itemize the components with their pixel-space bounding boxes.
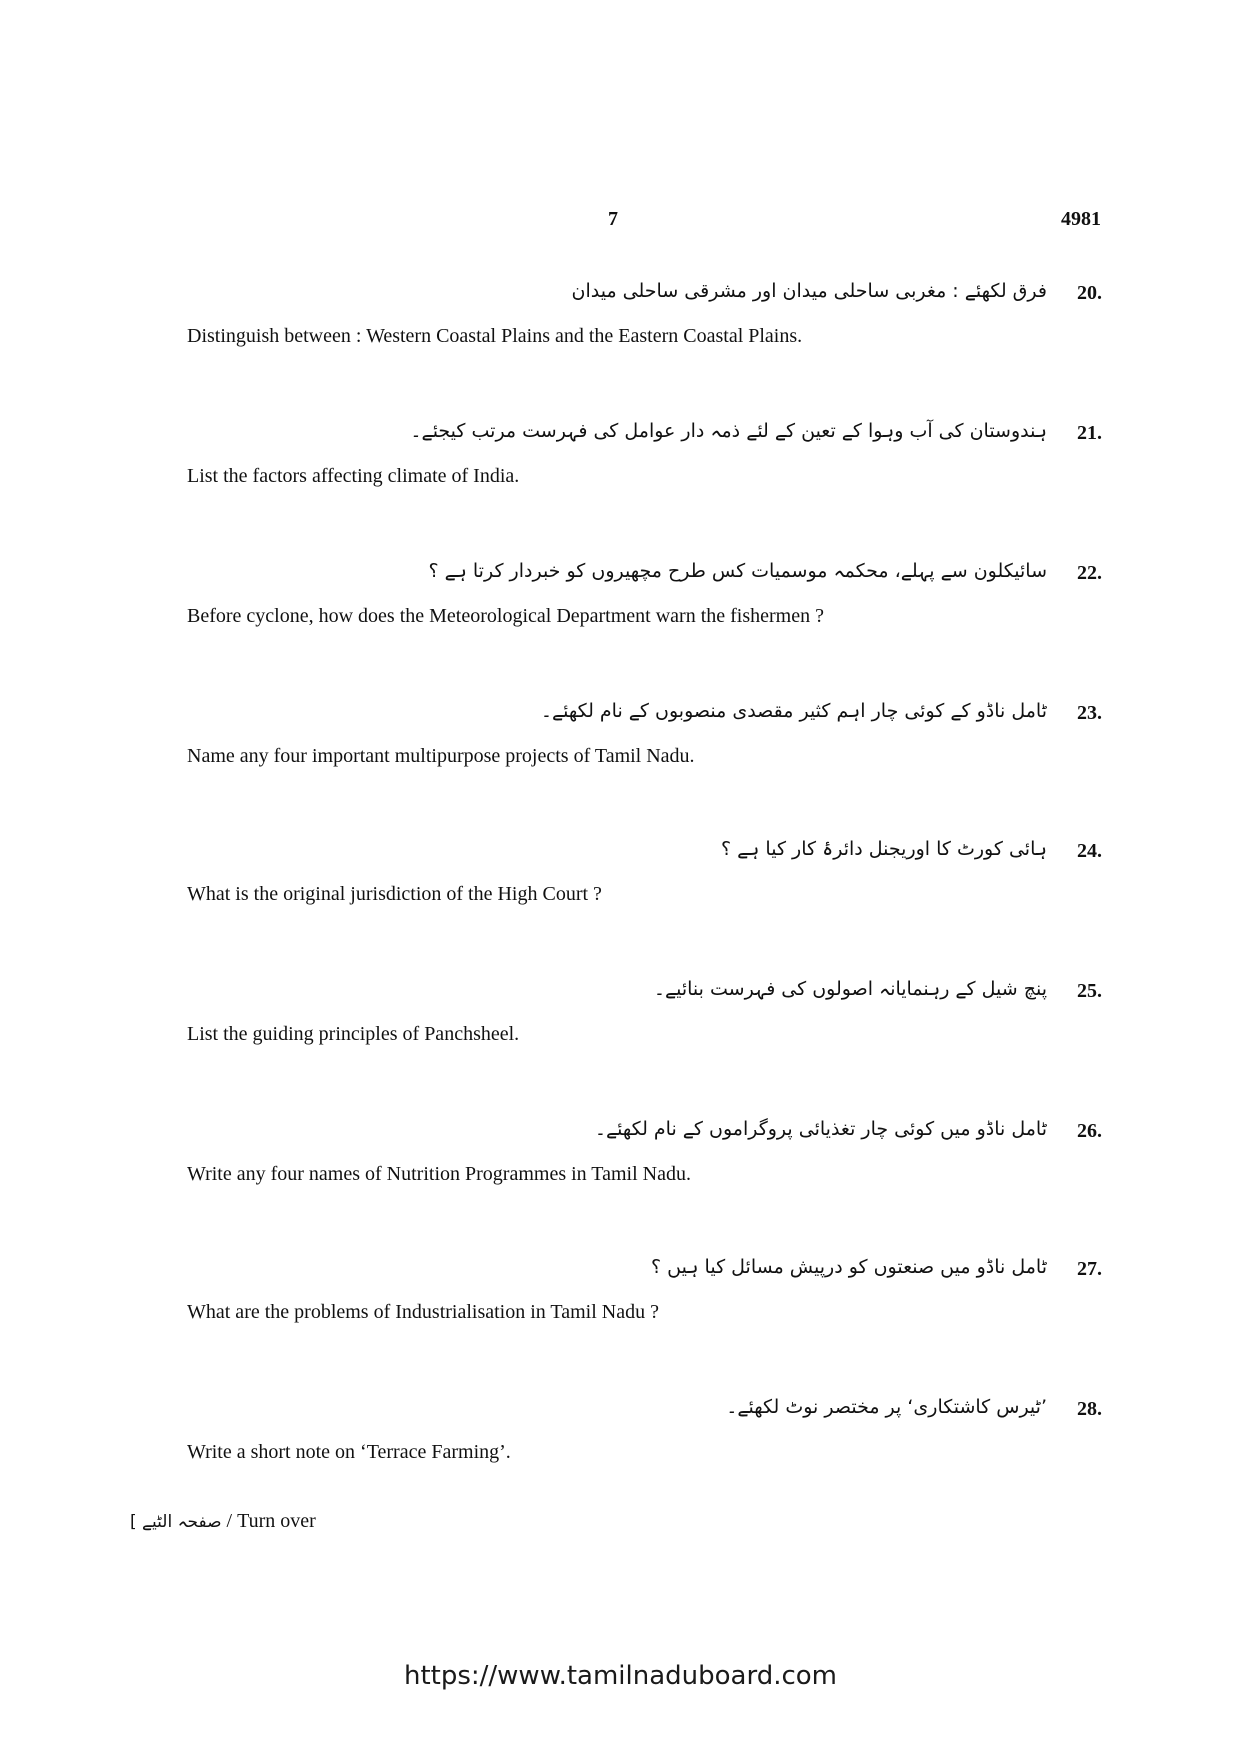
turn-over-english: / Turn over (221, 1510, 316, 1532)
question-number: 23. (1077, 702, 1102, 724)
page-number: 7 (608, 208, 618, 230)
turn-over-note (130, 1510, 316, 1533)
question-text-urdu: ٹامل ناڈو میں صنعتوں کو درپیش مسائل کیا ہیں ؟ (651, 1256, 1047, 1278)
question-text-urdu: ہائی کورٹ کا اوریجنل دائرۂ کار کیا ہے ؟ (721, 838, 1047, 860)
question-text-urdu: سائیکلون سے پہلے، محکمہ موسمیات کس طرح مچھیروں کو خبردار کرتا ہے ؟ (428, 560, 1047, 582)
question-22 (187, 562, 1112, 672)
question-number: 21. (1077, 422, 1102, 444)
question-text-english: What is the original jurisdiction of the High Court ? (187, 883, 602, 905)
paper-code: 4981 (1061, 208, 1101, 230)
question-text-urdu: ٹامل ناڈو میں کوئی چار تغذیائی پروگراموں کے نام لکھئے۔ (594, 1118, 1047, 1140)
question-number: 27. (1077, 1258, 1102, 1280)
question-text-urdu: ہندوستان کی آب وہوا کے تعین کے لئے ذمہ دار عوامل کی فہرست مرتب کیجئے۔ (410, 420, 1047, 442)
question-number: 28. (1077, 1398, 1102, 1420)
question-text-english: Write any four names of Nutrition Programmes in Tamil Nadu. (187, 1163, 691, 1185)
question-text-english: Before cyclone, how does the Meteorological Department warn the fishermen ? (187, 605, 824, 627)
question-text-english: List the factors affecting climate of India. (187, 465, 520, 487)
question-20 (187, 282, 1112, 392)
question-text-english: Write a short note on ‘Terrace Farming’. (187, 1441, 511, 1463)
question-number: 26. (1077, 1120, 1102, 1142)
question-text-english: What are the problems of Industrialisation in Tamil Nadu ? (187, 1301, 659, 1323)
question-number: 24. (1077, 840, 1102, 862)
question-number: 22. (1077, 562, 1102, 584)
turn-over-urdu: [ صفحہ الٹیے (130, 1512, 222, 1532)
question-text-english: Name any four important multipurpose projects of Tamil Nadu. (187, 745, 695, 767)
question-number: 20. (1077, 282, 1102, 304)
footer-url: https://www.tamilnaduboard.com (403, 1661, 838, 1691)
question-26 (187, 1120, 1112, 1230)
question-24 (187, 840, 1112, 950)
question-text-urdu: پنچ شیل کے رہنمایانہ اصولوں کی فہرست بنائیے۔ (653, 978, 1047, 1000)
question-text-urdu: فرق لکھئے : مغربی ساحلی میدان اور مشرقی ساحلی میدان (571, 280, 1047, 302)
question-text-english: Distinguish between : Western Coastal Plains and the Eastern Coastal Plains. (187, 325, 803, 347)
question-23 (187, 702, 1112, 812)
question-27 (187, 1258, 1112, 1368)
question-21 (187, 422, 1112, 532)
question-text-urdu: ٹامل ناڈو کے کوئی چار اہم کثیر مقصدی منصوبوں کے نام لکھئے۔ (540, 700, 1047, 722)
question-25 (187, 980, 1112, 1090)
question-number: 25. (1077, 980, 1102, 1002)
question-text-english: List the guiding principles of Panchsheel. (187, 1023, 520, 1045)
question-text-urdu: ’ٹیرس کاشتکاری‘ پر مختصر نوٹ لکھئے۔ (726, 1396, 1047, 1418)
question-28 (187, 1398, 1112, 1508)
